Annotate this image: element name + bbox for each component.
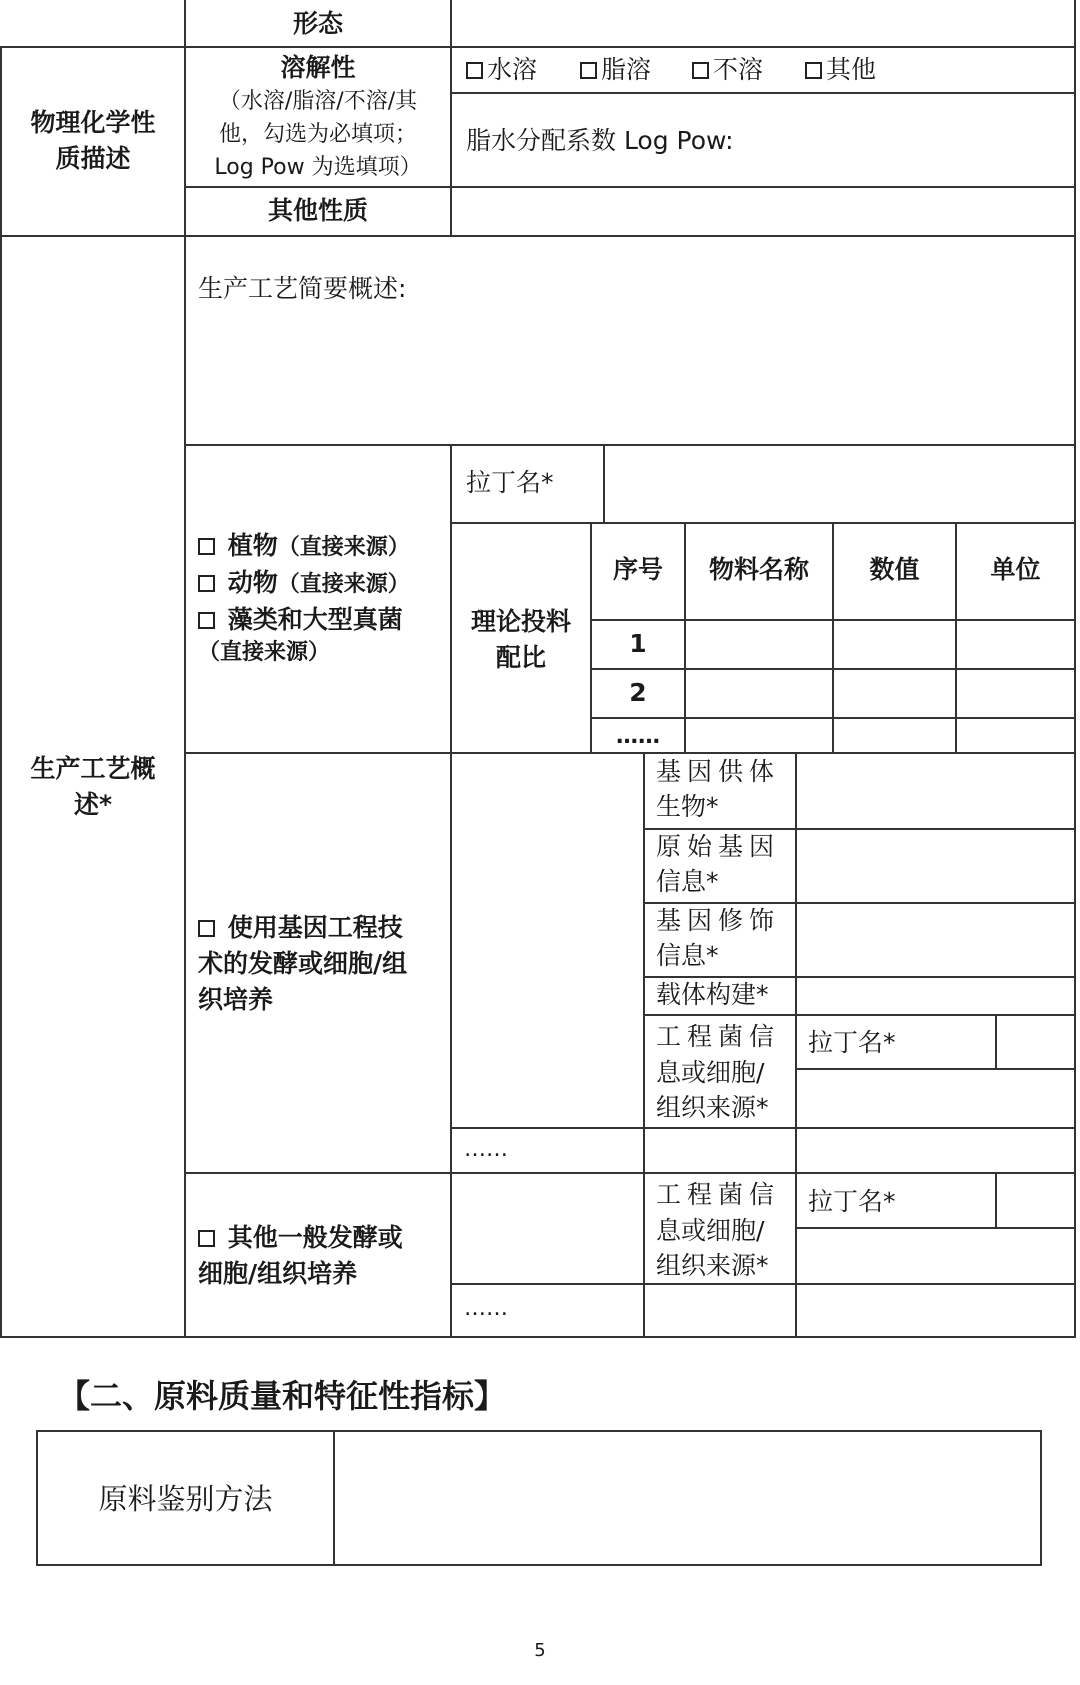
checkbox-icon [198, 1230, 215, 1247]
gene-ellipsis: …… [464, 1137, 508, 1162]
feed-header-seq: 序号 [612, 555, 663, 584]
checkbox-icon [198, 920, 215, 937]
checkbox-icon [580, 62, 597, 79]
original-gene-line2: 信息* [656, 867, 719, 896]
latin-name-label: 拉丁名* [466, 468, 554, 497]
modification-line1: 基因修饰 [656, 906, 781, 935]
checkbox-icon [466, 62, 483, 79]
other-strain-source-line2: 息或细胞/ [656, 1216, 765, 1245]
physchem-label-line2: 质描述 [55, 144, 131, 173]
other-strain-source-line3: 组织来源* [656, 1251, 769, 1280]
gene-option-line2: 术的发酵或细胞/组 [198, 949, 408, 978]
feed-row-2: 2 [629, 678, 647, 707]
solubility-note-line3: Log Pow 为选填项） [214, 155, 422, 180]
physchem-label-line1: 物理化学性 [30, 108, 156, 137]
vector-construction: 载体构建* [656, 980, 769, 1009]
summary-label: 生产工艺简要概述: [198, 274, 407, 303]
other-strain-source-line1: 工程菌信 [656, 1180, 781, 1209]
gene-donor-line1: 基因供体 [656, 757, 781, 786]
other-props-label: 其他性质 [267, 196, 368, 225]
checkbox-icon [198, 575, 215, 592]
checkbox-icon [805, 62, 822, 79]
other-option-line2: 细胞/组织培养 [198, 1259, 358, 1288]
option-other-fermentation[interactable]: 其他一般发酵或 [198, 1220, 403, 1256]
gene-latin-name-label: 拉丁名* [808, 1028, 896, 1057]
checkbox-icon [198, 538, 215, 555]
identification-method-label: 原料鉴别方法 [98, 1482, 273, 1516]
option-other[interactable]: 其他 [805, 52, 876, 88]
option-plant[interactable]: 植物（直接来源） [198, 528, 410, 564]
feed-header-value: 数值 [869, 555, 920, 584]
feed-row-more: …… [616, 724, 660, 749]
modification-line2: 信息* [656, 941, 719, 970]
solubility-note-line1: （水溶/脂溶/不溶/其 [218, 89, 418, 114]
option-algae-fungi[interactable]: 藻类和大型真菌 [198, 602, 403, 638]
other-latin-name-label: 拉丁名* [808, 1187, 896, 1216]
form-label: 形态 [292, 9, 343, 38]
other-ellipsis: …… [464, 1296, 508, 1321]
option-insoluble[interactable]: 不溶 [692, 52, 763, 88]
log-pow-label: 脂水分配系数 Log Pow: [466, 126, 734, 155]
feed-row-1: 1 [629, 629, 647, 658]
checkbox-icon [198, 612, 215, 629]
original-gene-line1: 原始基因 [656, 832, 781, 861]
feed-header-unit: 单位 [990, 555, 1041, 584]
page-number: 5 [534, 1640, 546, 1661]
gene-donor-line2: 生物* [656, 792, 719, 821]
strain-source-line1: 工程菌信 [656, 1022, 781, 1051]
feed-header-material: 物料名称 [708, 555, 809, 584]
solubility-label: 溶解性 [280, 53, 356, 82]
option-fat-soluble[interactable]: 脂溶 [580, 52, 651, 88]
checkbox-icon [692, 62, 709, 79]
feed-ratio-label-line1: 理论投料 [470, 607, 571, 636]
option-genetic-engineering[interactable]: 使用基因工程技 [198, 910, 403, 946]
section-2-title: 【二、原料质量和特征性指标】 [58, 1377, 507, 1415]
option-water-soluble[interactable]: 水溶 [466, 52, 537, 88]
strain-source-line2: 息或细胞/ [656, 1058, 765, 1087]
gene-option-line3: 织培养 [198, 985, 274, 1014]
solubility-note-line2: 他，勾选为必填项； [218, 122, 417, 147]
algae-fungi-note: （直接来源） [198, 640, 331, 665]
process-label-line2: 述* [73, 790, 113, 819]
feed-ratio-label-line2: 配比 [495, 643, 546, 672]
strain-source-line3: 组织来源* [656, 1093, 769, 1122]
option-animal[interactable]: 动物（直接来源） [198, 565, 410, 601]
process-label-line1: 生产工艺概 [30, 754, 156, 783]
